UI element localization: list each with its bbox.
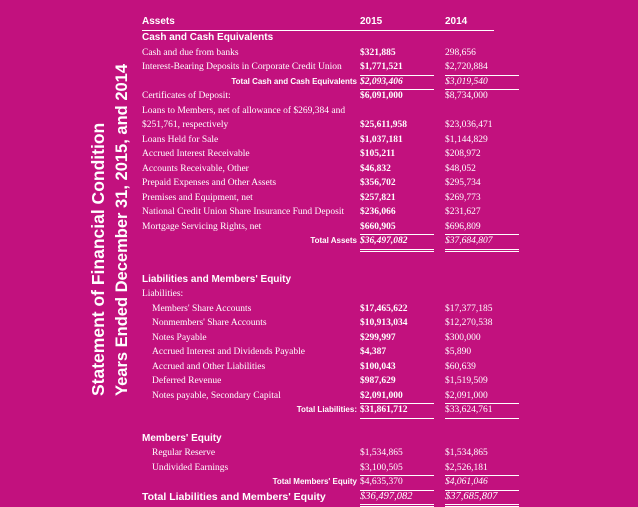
value-2014: 298,656 bbox=[445, 46, 519, 61]
value-2015: $17,465,622 bbox=[360, 302, 434, 317]
row-label: Regular Reserve bbox=[152, 446, 215, 461]
value-2014: $33,624,761 bbox=[445, 403, 519, 419]
cash-heading bbox=[142, 31, 494, 46]
value-2014: $2,091,000 bbox=[445, 389, 519, 405]
row-label: Prepaid Expenses and Other Assets bbox=[142, 176, 276, 191]
value-2014: $2,526,181 bbox=[445, 461, 519, 477]
total-label: Total Assets bbox=[310, 234, 357, 249]
value-2015: $257,821 bbox=[360, 191, 434, 206]
total-equity-row bbox=[142, 475, 494, 490]
table-row bbox=[142, 60, 494, 75]
liabilities-subheading bbox=[142, 287, 494, 302]
row-label: Accrued Interest and Dividends Payable bbox=[152, 345, 305, 360]
value-2014: $37,685,807 bbox=[445, 490, 519, 507]
row-label: Members' Share Accounts bbox=[152, 302, 251, 317]
value-2014: $37,684,807 bbox=[445, 234, 519, 252]
title-line-2: Years Ended December 31, 2015, and 2014 bbox=[110, 66, 134, 396]
value-2014: $208,972 bbox=[445, 147, 519, 162]
table-row bbox=[142, 162, 494, 177]
table-row bbox=[142, 104, 494, 119]
table-row bbox=[142, 176, 494, 191]
value-2015: $100,043 bbox=[360, 360, 434, 375]
value-2014: $5,890 bbox=[445, 345, 519, 360]
table-row bbox=[142, 118, 494, 133]
total-assets-row bbox=[142, 234, 494, 249]
table-row bbox=[142, 133, 494, 148]
value-2015: $2,093,406 bbox=[360, 75, 434, 91]
row-label: Interest-Bearing Deposits in Corporate Credit Union bbox=[142, 60, 342, 75]
grand-total-row bbox=[142, 490, 494, 505]
row-label: Nonmembers' Share Accounts bbox=[152, 316, 267, 331]
value-2015: $46,832 bbox=[360, 162, 434, 177]
value-2014: $1,144,829 bbox=[445, 133, 519, 148]
row-label: Loans Held for Sale bbox=[142, 133, 218, 148]
value-2014: $231,627 bbox=[445, 205, 519, 220]
value-2015: $987,629 bbox=[360, 374, 434, 389]
value-2014: $23,036,471 bbox=[445, 118, 519, 133]
year-2014-header: 2014 bbox=[445, 14, 519, 30]
value-2014: $295,734 bbox=[445, 176, 519, 191]
row-label: Accrued Interest Receivable bbox=[142, 147, 250, 162]
column-header-row bbox=[142, 14, 494, 31]
row-label: Accounts Receivable, Other bbox=[142, 162, 249, 177]
value-2015: $105,211 bbox=[360, 147, 434, 162]
row-label: Liabilities: bbox=[142, 287, 183, 302]
table-row bbox=[142, 446, 494, 461]
table-row bbox=[142, 316, 494, 331]
value-2015: $36,497,082 bbox=[360, 234, 434, 252]
value-2015: $4,387 bbox=[360, 345, 434, 360]
value-2015: $2,091,000 bbox=[360, 389, 434, 405]
value-2014: $300,000 bbox=[445, 331, 519, 346]
title-line-1: Statement of Financial Condition bbox=[86, 66, 110, 396]
value-2014: $48,052 bbox=[445, 162, 519, 177]
value-2015: $36,497,082 bbox=[360, 490, 434, 507]
row-label: Mortgage Servicing Rights, net bbox=[142, 220, 261, 235]
row-label: Premises and Equipment, net bbox=[142, 191, 253, 206]
row-label: Certificates of Deposit: bbox=[142, 89, 231, 104]
table-row bbox=[142, 461, 494, 476]
value-2014: $4,061,046 bbox=[445, 475, 519, 491]
value-2014: $17,377,185 bbox=[445, 302, 519, 317]
table-row bbox=[142, 374, 494, 389]
value-2015: $6,091,000 bbox=[360, 89, 434, 104]
row-label: Accrued and Other Liabilities bbox=[152, 360, 265, 375]
value-2015: $236,066 bbox=[360, 205, 434, 220]
table-row bbox=[142, 147, 494, 162]
total-label: Total Liabilities: bbox=[297, 403, 357, 418]
assets-header: Assets bbox=[142, 14, 175, 30]
table-row bbox=[142, 220, 494, 235]
equity-heading bbox=[142, 432, 494, 447]
table-row bbox=[142, 89, 494, 104]
value-2015: $25,611,958 bbox=[360, 118, 434, 133]
value-2014: $3,019,540 bbox=[445, 75, 519, 91]
table-row bbox=[142, 191, 494, 206]
value-2014: $2,720,884 bbox=[445, 60, 519, 76]
value-2015: $31,861,712 bbox=[360, 403, 434, 419]
row-label: Undivided Earnings bbox=[152, 461, 228, 476]
row-label: National Credit Union Share Insurance Fund Deposit bbox=[142, 205, 344, 220]
table-row bbox=[142, 46, 494, 61]
row-label: $251,761, respectively bbox=[142, 118, 228, 133]
value-2014: $269,773 bbox=[445, 191, 519, 206]
row-label: Notes payable, Secondary Capital bbox=[152, 389, 281, 404]
value-2015: $1,534,865 bbox=[360, 446, 434, 461]
total-label: Total Cash and Cash Equivalents bbox=[231, 75, 357, 90]
value-2014: $12,270,538 bbox=[445, 316, 519, 331]
value-2015: $3,100,505 bbox=[360, 461, 434, 477]
value-2014: $1,534,865 bbox=[445, 446, 519, 461]
equity-heading-label: Members' Equity bbox=[142, 432, 222, 447]
cash-heading-label: Cash and Cash Equivalents bbox=[142, 31, 273, 46]
value-2014: $8,734,000 bbox=[445, 89, 519, 104]
cash-total-row bbox=[142, 75, 494, 90]
value-2014: $696,809 bbox=[445, 220, 519, 236]
value-2014: $60,639 bbox=[445, 360, 519, 375]
table-row bbox=[142, 360, 494, 375]
statement-title bbox=[86, 66, 134, 396]
total-liabilities-row bbox=[142, 403, 494, 418]
row-label: Cash and due from banks bbox=[142, 46, 239, 61]
value-2015: $10,913,034 bbox=[360, 316, 434, 331]
table-row bbox=[142, 389, 494, 404]
year-2015-header: 2015 bbox=[360, 14, 434, 30]
total-label: Total Members' Equity bbox=[273, 475, 357, 490]
value-2015: $1,771,521 bbox=[360, 60, 434, 76]
table-row bbox=[142, 331, 494, 346]
grand-total-label: Total Liabilities and Members' Equity bbox=[142, 490, 326, 505]
value-2015: $1,037,181 bbox=[360, 133, 434, 148]
table-row bbox=[142, 302, 494, 317]
value-2015: $299,997 bbox=[360, 331, 434, 346]
value-2014: $1,519,509 bbox=[445, 374, 519, 389]
row-label: Notes Payable bbox=[152, 331, 207, 346]
row-label: Loans to Members, net of allowance of $269,384 and bbox=[142, 104, 345, 119]
financial-statement-table bbox=[142, 14, 494, 504]
row-label: Deferred Revenue bbox=[152, 374, 221, 389]
table-row bbox=[142, 205, 494, 220]
value-2015: $660,905 bbox=[360, 220, 434, 236]
value-2015: $4,635,370 bbox=[360, 475, 434, 491]
value-2015: $356,702 bbox=[360, 176, 434, 191]
value-2015: $321,885 bbox=[360, 46, 434, 61]
table-row bbox=[142, 345, 494, 360]
liabilities-heading bbox=[142, 273, 494, 288]
liabilities-heading-label: Liabilities and Members' Equity bbox=[142, 273, 291, 288]
